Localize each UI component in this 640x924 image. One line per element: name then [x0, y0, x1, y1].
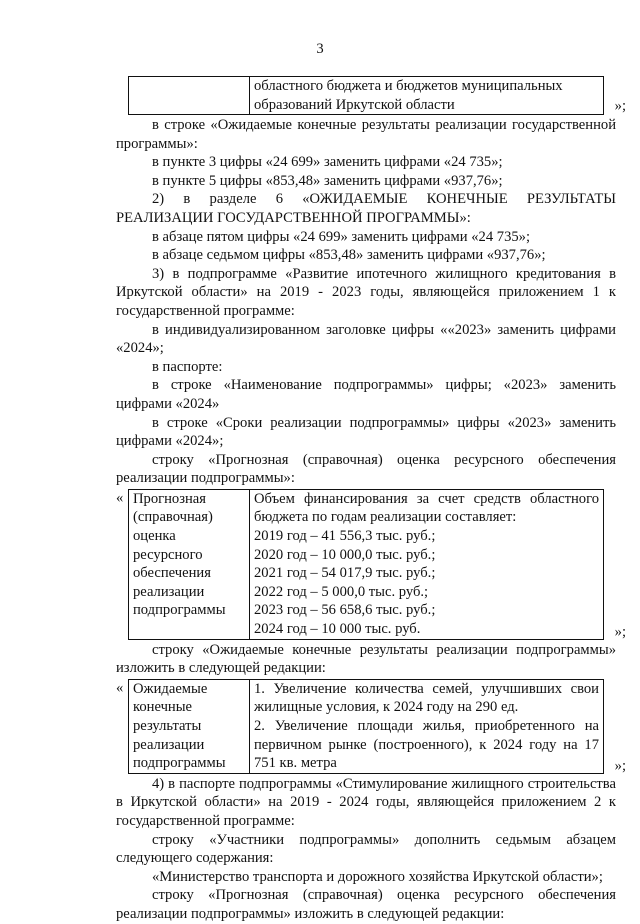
- paragraph-ministry: «Министерство транспорта и дорожного хозяйства Иркутской области»;: [152, 868, 603, 885]
- paragraph-subprogram-4: 4) в паспорте подпрограммы «Стимулирование жилищного строительства в Иркутской области» на 2019 - 2024 годы, являющейся приложением 2 к государственной программе:: [116, 775, 616, 829]
- paragraph-passport: в паспорте:: [152, 358, 223, 375]
- results-item-2: 2. Увеличение площади жилья, приобретенного на первичном рынке (построенного), к 2024 году на 17 751 кв. метра: [254, 718, 599, 772]
- paragraph-heading-change: в индивидуализированном заголовке цифры ««2023» заменить цифрами «2024»;: [116, 321, 616, 357]
- funding-label-cell: Прогнозная (справочная) оценка ресурсного обеспечения реализации подпрограммы: [129, 489, 250, 639]
- funding-line-2020: 2020 год – 10 000,0 тыс. руб.;: [254, 546, 436, 563]
- funding-line-intro: Объем финансирования за счет средств областного бюджета по годам реализации составляет:: [254, 490, 599, 526]
- top-table-empty-cell: [129, 77, 250, 115]
- results-values-cell: [250, 679, 604, 773]
- funding-open-quote: «: [116, 489, 124, 506]
- results-open-quote: «: [116, 679, 124, 696]
- funding-line-2024: 2024 год – 10 000 тыс. руб.: [254, 621, 421, 638]
- results-table: [128, 679, 604, 774]
- results-label-cell: Ожидаемые конечные результаты реализации подпрограммы: [129, 679, 250, 773]
- paragraph-item-5: в пункте 5 цифры «853,48» заменить цифрами «937,76»;: [152, 172, 503, 189]
- funding-line-2021: 2021 год – 54 017,9 тыс. руб.;: [254, 565, 436, 582]
- results-close-quote: »;: [614, 758, 626, 775]
- funding-table: [128, 489, 604, 640]
- paragraph-abzac-7: в абзаце седьмом цифры «853,48» заменить цифрами «937,76»;: [152, 247, 546, 264]
- results-item-1: 1. Увеличение количества семей, улучшивших свои жилищные условия, к 2024 году на 290 ед.: [254, 680, 599, 716]
- document-body: [116, 76, 626, 924]
- results-table-wrapper: [116, 679, 626, 775]
- page-number: 3: [316, 41, 324, 57]
- funding-line-2023: 2023 год – 56 658,6 тыс. руб.;: [254, 602, 436, 619]
- paragraph-subprogram-3: 3) в подпрограмме «Развитие ипотечного жилищного кредитования в Иркутской области» на 2019 - 2023 годы, являющейся приложением 1 к государственной программе:: [116, 265, 616, 319]
- top-table-text-cell: областного бюджета и бюджетов муниципальных образований Иркутской области: [250, 77, 604, 115]
- paragraph-section-6: 2) в разделе 6 «ОЖИДАЕМЫЕ КОНЕЧНЫЕ РЕЗУЛЬТАТЫ РЕАЛИЗАЦИИ ГОСУДАРСТВЕННОЙ ПРОГРАММЫ»:: [116, 191, 616, 226]
- paragraph-funding-row-2: строку «Прогнозная (справочная) оценка ресурсного обеспечения реализации подпрограммы» изложить в следующей редакции:: [116, 887, 616, 922]
- paragraph-results-row: в строке «Ожидаемые конечные результаты реализации государственной программы»:: [116, 117, 616, 152]
- top-table-close-quote: »;: [614, 98, 626, 115]
- funding-values-cell: [250, 489, 604, 639]
- paragraph-participants: строку «Участники подпрограммы» дополнить седьмым абзацем следующего содержания:: [116, 831, 616, 867]
- top-table-wrapper: [116, 76, 626, 116]
- funding-line-2019: 2019 год – 41 556,3 тыс. руб.;: [254, 528, 436, 545]
- funding-close-quote: »;: [614, 624, 626, 641]
- paragraph-abzac-5: в абзаце пятом цифры «24 699» заменить цифрами «24 735»;: [152, 228, 531, 245]
- paragraph-results-intro: строку «Ожидаемые конечные результаты реализации подпрограммы» изложить в следующей редакции:: [116, 641, 616, 677]
- paragraph-terms-row: в строке «Сроки реализации подпрограммы» цифры «2023» заменить цифрами «2024»;: [116, 414, 616, 450]
- paragraph-name-row: в строке «Наименование подпрограммы» цифры; «2023» заменить цифрами «2024»: [116, 377, 616, 412]
- top-table: [128, 76, 604, 115]
- funding-table-wrapper: [116, 489, 626, 641]
- paragraph-funding-row: строку «Прогнозная (справочная) оценка ресурсного обеспечения реализации подпрограммы»:: [116, 451, 616, 487]
- funding-line-2022: 2022 год – 5 000,0 тыс. руб.;: [254, 583, 429, 600]
- paragraph-item-3: в пункте 3 цифры «24 699» заменить цифрами «24 735»;: [152, 154, 503, 171]
